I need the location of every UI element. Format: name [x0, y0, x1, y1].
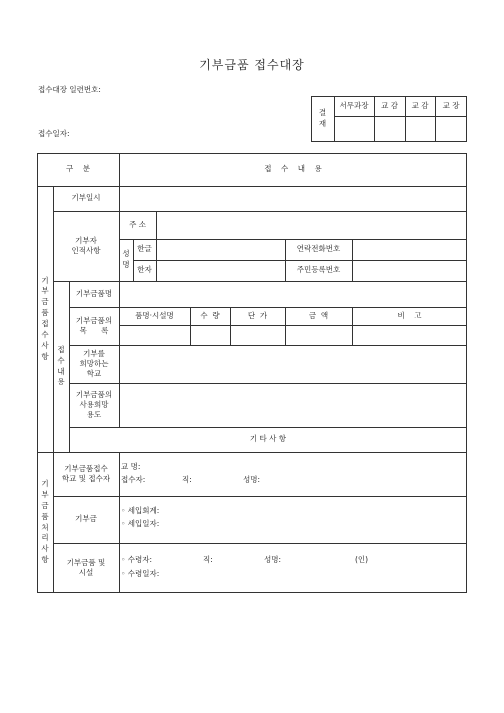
- item-col-quantity: 수 량: [200, 310, 220, 320]
- item-col-remarks: 비 고: [397, 310, 422, 320]
- desired-school-label: 기부를 희망하는 학교: [79, 348, 109, 379]
- hanja-name-label: 한자: [137, 265, 152, 275]
- money-label: 기부금: [75, 514, 97, 524]
- section-donation-processing-label: 기 부 금 품 처 리 사 항: [41, 479, 49, 565]
- name-label: 성 명: [122, 249, 130, 269]
- section-donation-receipt-label: 기 부 금 품 접 수 사 항: [41, 275, 49, 361]
- item-name-label: 기부금품명: [75, 288, 113, 298]
- receipt-content-label: 접 수 내 용: [57, 344, 65, 387]
- misc-label: 기 타 사 항: [249, 434, 287, 444]
- korean-name-label: 한글: [137, 244, 152, 254]
- goods-facilities-label: 기부금품 및 시설: [66, 557, 106, 577]
- donor-info-label: 기부자 인적사항: [71, 235, 101, 255]
- receiver-position-label: 직:: [182, 475, 192, 484]
- receipt-date-label: 접수일자:: [38, 129, 70, 138]
- phone-label: 연락전화번호: [296, 244, 341, 254]
- item-col-unit-price: 단 가: [247, 310, 268, 320]
- item-col-name: 품명·시설명: [135, 310, 174, 320]
- item-list-label: 기부금품의 목 록: [75, 315, 113, 335]
- deposit-account-label: ◦ 세입회계:: [121, 506, 160, 515]
- approval-label: 결 재: [318, 108, 327, 128]
- recipient-name-label: 성명:: [264, 555, 282, 564]
- recipient-position-label: 직:: [203, 555, 213, 564]
- col-header-category: 구 분: [65, 164, 91, 174]
- receiver-name-label: 성명:: [243, 475, 261, 484]
- serial-number-label: 접수대장 일련번호:: [38, 85, 101, 94]
- receipt-date-field-label: ◦ 수령일자:: [121, 569, 160, 578]
- approval-col-2: 교 감: [381, 100, 398, 110]
- page-title: 기부금품 접수대장: [199, 58, 305, 72]
- approval-col-4: 교 장: [442, 100, 460, 110]
- resident-number-label: 주민등록번호: [296, 265, 341, 275]
- donation-date-label: 기부일시: [71, 193, 101, 203]
- school-name-label: 교 명:: [121, 462, 141, 471]
- approval-col-3: 교 감: [411, 100, 429, 110]
- deposit-date-label: ◦ 세입일자:: [121, 519, 160, 528]
- item-col-amount: 금 액: [308, 310, 329, 320]
- col-header-content: 접 수 내 용: [264, 164, 322, 174]
- receiver-label: 접수자:: [121, 475, 146, 484]
- seal-label: (인): [355, 555, 369, 564]
- address-label: 주 소: [129, 219, 146, 229]
- approval-col-1: 서무과장: [339, 100, 369, 110]
- usage-label: 기부금품의 사용희망 용도: [75, 389, 113, 420]
- receiving-school-label: 기부금품접수 학교 및 접수자: [61, 463, 111, 483]
- recipient-label: ◦ 수령자:: [121, 555, 153, 564]
